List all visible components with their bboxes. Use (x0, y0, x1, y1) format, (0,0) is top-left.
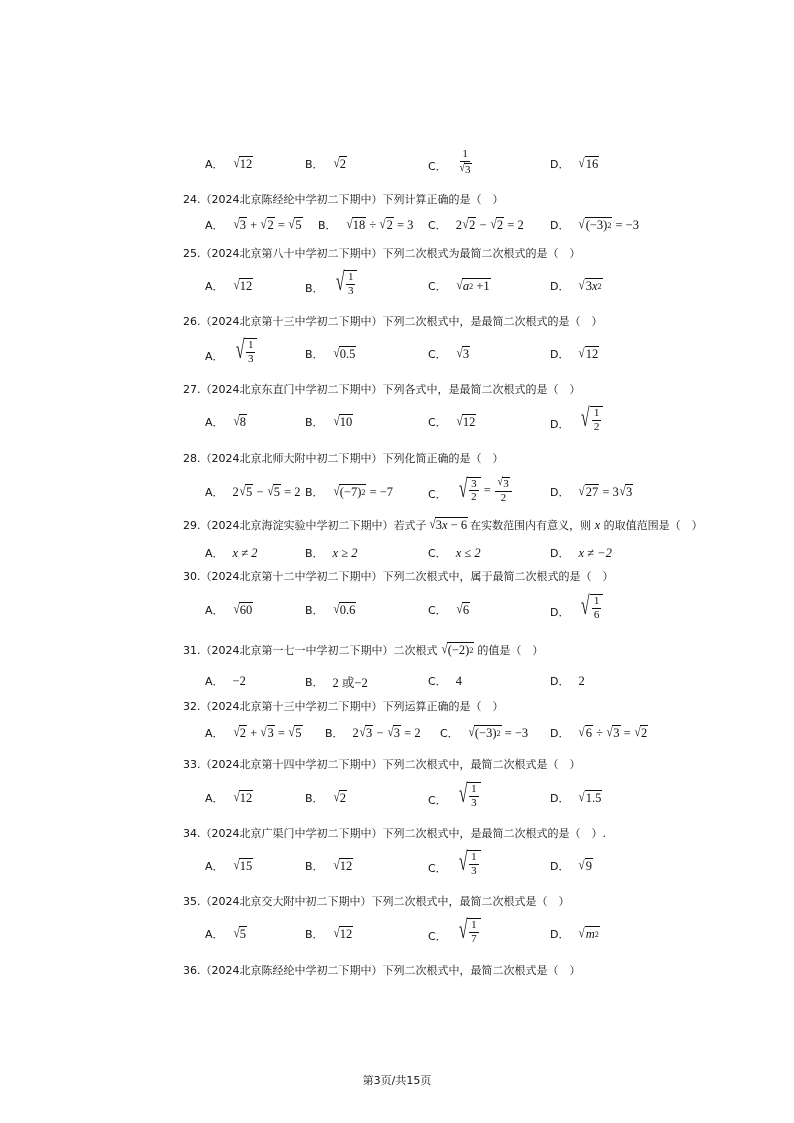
q29-option-b[interactable]: B． x ≥ 2 (305, 545, 358, 560)
q30-option-d[interactable]: D． √ $\frac{1}{6}$ (550, 594, 603, 621)
q23-option-a[interactable]: A． √ 12 (205, 155, 253, 172)
q35-option-d[interactable]: D． √ m 2 (550, 925, 599, 942)
q34-option-b[interactable]: B． √ 12 (305, 857, 353, 874)
q33-option-b[interactable]: B． √ 2 (305, 789, 346, 806)
q26-option-a[interactable]: A． √ $\frac{1}{3}$ (205, 338, 257, 365)
q32-option-c[interactable]: C． √ (−3) 2 = −3 (440, 724, 529, 741)
q26-option-b[interactable]: B． √ 0.5 (305, 345, 356, 362)
q33-option-a[interactable]: A． √ 12 (205, 789, 253, 806)
q28-option-d[interactable]: D． √ 27 = 3 √ 3 (550, 483, 633, 500)
q27-option-d[interactable]: D． √ $\frac{1}{2}$ (550, 406, 603, 433)
q23-option-b[interactable]: B． √ 2 (305, 155, 346, 172)
question-36: 36.（2024北京陈经纶中学初二下期中）下列二次根式中，最简二次根式是（ ） (183, 964, 581, 977)
question-25: 25.（2024北京第八十中学初二下期中）下列二次根式为最简二次根式的是（ ） (183, 247, 581, 260)
q32-option-b[interactable]: B． 2 √ 3 − √ 3 = 2 (325, 724, 421, 741)
q33-option-d[interactable]: D． √ 1.5 (550, 789, 602, 806)
question-27: 27.（2024北京东直门中学初二下期中）下列各式中，是最简二次根式的是（ ） (183, 383, 581, 396)
q25-option-a[interactable]: A． √ 12 (205, 277, 253, 294)
q24-option-c[interactable]: C． 2 √ 2 − √ 2 = 2 (428, 216, 524, 233)
q25-option-c[interactable]: C． √ a 2 +1 (428, 277, 490, 294)
q24-option-b[interactable]: B． √ 18 ÷ √ 2 = 3 (318, 216, 414, 233)
q28-option-a[interactable]: A． 2 √ 5 − √ 5 = 2 (205, 483, 301, 500)
question-24: 24.（2024北京陈经纶中学初二下期中）下列计算正确的是（ ） (183, 193, 504, 206)
question-33: 33.（2024北京第十四中学初二下期中）下列二次根式中，最简二次根式是（ ） (183, 758, 581, 771)
q30-option-b[interactable]: B． √ 0.6 (305, 601, 356, 618)
q25-option-b[interactable]: B． √ $\frac{1}{3}$ (305, 270, 357, 297)
q31-option-d[interactable]: D． 2 (550, 673, 585, 688)
q27-option-a[interactable]: A． √ 8 (205, 413, 246, 430)
q29-option-d[interactable]: D． x ≠ −2 (550, 545, 612, 560)
q23-option-d[interactable]: D． √ 16 (550, 155, 599, 172)
q34-option-a[interactable]: A． √ 15 (205, 857, 253, 874)
q26-option-c[interactable]: C． √ 3 (428, 345, 470, 362)
q27-option-c[interactable]: C． √ 12 (428, 413, 476, 430)
q31-option-c[interactable]: C． 4 (428, 673, 462, 688)
q35-option-c[interactable]: C． √ $\frac{1}{7}$ (428, 918, 481, 945)
q35-option-a[interactable]: A． √ 5 (205, 925, 246, 942)
q29-option-a[interactable]: A． x ≠ 2 (205, 545, 258, 560)
question-30: 30.（2024北京第十二中学初二下期中）下列二次根式中，属于最简二次根式的是（ ） (183, 570, 614, 583)
q28-option-b[interactable]: B． √ (−7) 2 = −7 (305, 483, 394, 500)
q34-option-d[interactable]: D． √ 9 (550, 857, 592, 874)
q30-option-a[interactable]: A． √ 60 (205, 601, 253, 618)
question-32: 32.（2024北京第十三中学初二下期中）下列运算正确的是（ ） (183, 700, 504, 713)
q35-option-b[interactable]: B． √ 12 (305, 925, 353, 942)
question-35: 35.（2024北京交大附中初二下期中）下列二次根式中，最简二次根式是（ ） (183, 895, 570, 908)
q24-option-a[interactable]: A． √ 3 + √ 2 = √ 5 (205, 216, 302, 233)
q24-option-d[interactable]: D． √ (−3) 2 = −3 (550, 216, 639, 233)
question-26: 26.（2024北京第十三中学初二下期中）下列二次根式中，是最简二次根式的是（ ） (183, 315, 603, 328)
q32-option-d[interactable]: D． √ 6 ÷ √ 3 = √ 2 (550, 724, 648, 741)
q30-option-c[interactable]: C． √ 6 (428, 601, 470, 618)
page-footer: 第3页/共15页 (362, 1074, 432, 1087)
q34-option-c[interactable]: C． √ $\frac{1}{3}$ (428, 850, 481, 877)
q28-option-c[interactable]: C． √ $\frac{3}{2}$ = √ 3 2 (428, 476, 513, 504)
q29-option-c[interactable]: C． x ≤ 2 (428, 545, 481, 560)
question-34: 34.（2024北京广渠门中学初二下期中）下列二次根式中，是最简二次根式的是（ ）. (183, 827, 606, 840)
q31-option-b[interactable]: B． 2 或−2 (305, 676, 368, 690)
q26-option-d[interactable]: D． √ 12 (550, 345, 599, 362)
q25-option-d[interactable]: D． √ 3 x 2 (550, 277, 602, 294)
q32-option-a[interactable]: A． √ 2 + √ 3 = √ 5 (205, 724, 302, 741)
q27-option-b[interactable]: B． √ 10 (305, 413, 353, 430)
q33-option-c[interactable]: C． √ $\frac{1}{3}$ (428, 782, 481, 809)
q23-option-c[interactable]: C． 1 √ 3 (428, 148, 471, 176)
q31-option-a[interactable]: A． −2 (205, 673, 246, 688)
question-28: 28.（2024北京北师大附中初二下期中）下列化简正确的是（ ） (183, 452, 504, 465)
